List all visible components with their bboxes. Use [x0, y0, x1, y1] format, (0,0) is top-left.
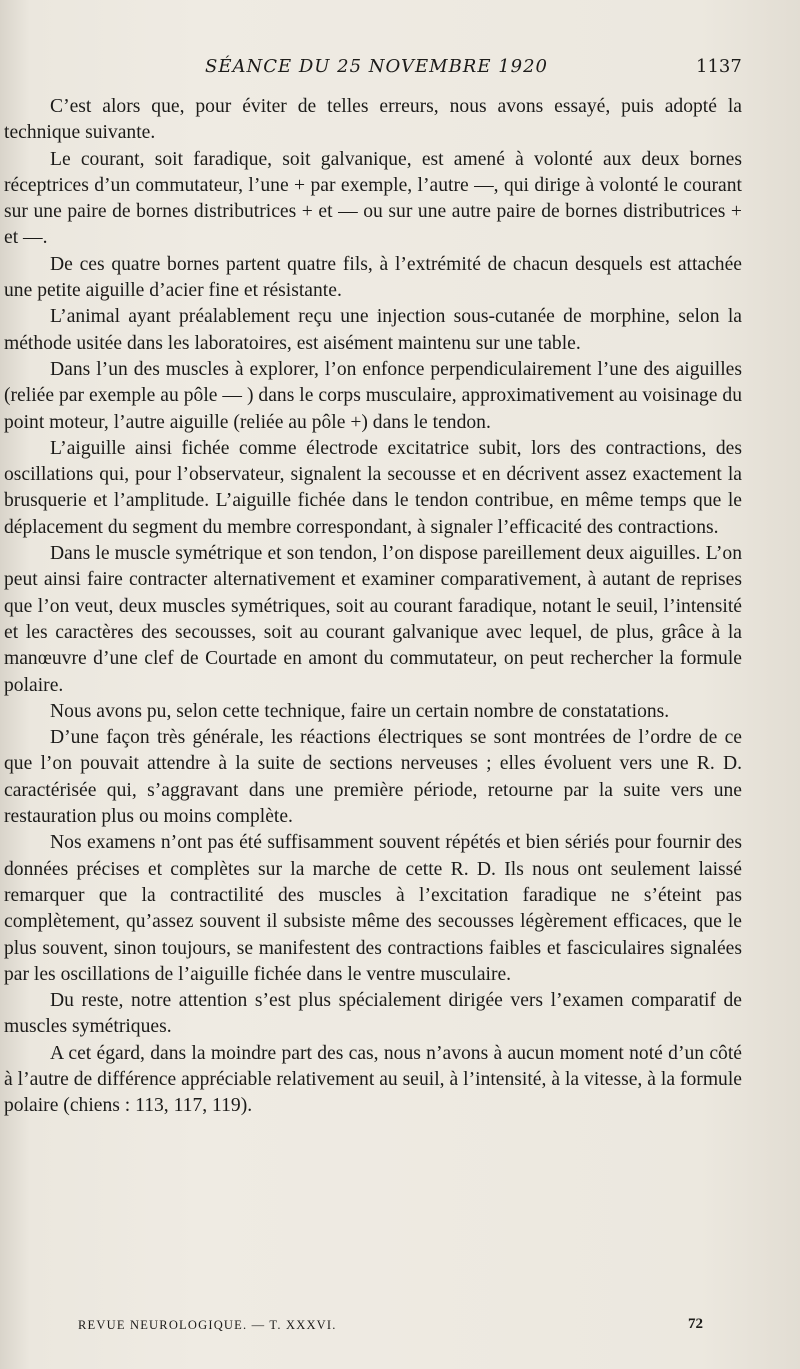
paragraph: Du reste, notre attention s’est plus spécialement dirigée vers l’examen comparatif de muscles symétriques. [4, 990, 742, 1038]
paragraph: A cet égard, dans la moindre part des cas, nous n’avons à aucun moment noté d’un côté à l’autre de différence appréciable relativement au seuil, à l’intensité, à la vitesse, à la formule polaire (chiens : 113, 117, 119). [4, 1042, 742, 1117]
paragraph: Nous avons pu, selon cette technique, faire un certain nombre de constatations. [50, 700, 670, 722]
paragraph: L’aiguille ainsi fichée comme électrode excitatrice subit, lors des contractions, des oscillations qui, pour l’observateur, signalent la secousse et en décrivent assez exactement la brusquerie et l’amplitude. L’aiguille fichée dans le tendon contribue, en même temps que le déplacement du segment du membre correspondant, à signaler l’efficacité des contractions. [4, 437, 742, 538]
paragraph: Le courant, soit faradique, soit galvanique, est amené à volonté aux deux bornes réceptrices d’un commutateur, l’une + par exemple, l’autre —, qui dirige à volonté le courant sur une paire de bornes distributrices + et — ou sur une autre paire de bornes distributrices + et —. [4, 148, 742, 249]
paragraph: C’est alors que, pour éviter de telles erreurs, nous avons essayé, puis adopté la technique suivante. [4, 96, 742, 144]
paragraph: Dans l’un des muscles à explorer, l’on enfonce perpendiculairement l’une des aiguilles (reliée par exemple au pôle — ) dans le corps musculaire, approximativement au voisinage du point moteur, l’autre aiguille (reliée au pôle +) dans le tendon. [4, 358, 742, 433]
page-footer [0, 1318, 800, 1342]
body-text [4, 94, 742, 1120]
paragraph: De ces quatre bornes partent quatre fils, à l’extrémité de chacun desquels est attachée une petite aiguille d’acier fine et résistante. [4, 253, 742, 302]
page-number: 1137 [696, 56, 742, 77]
paragraph: L’animal ayant préalablement reçu une injection sous-cutanée de morphine, selon la méthode usitée dans les laboratoires, est aisément maintenu sur une table. [4, 306, 742, 354]
journal-title: REVUE NEUROLOGIQUE. — T. XXXVI. [78, 1318, 337, 1332]
signature-mark: 72 [688, 1316, 703, 1332]
page-header [0, 56, 800, 86]
paragraph: D’une façon très générale, les réactions électriques se sont montrées de l’ordre de ce que l’on pouvait attendre à la suite de sections nerveuses ; elles évoluent vers une R. D. caractérisée qui, s’aggravant dans une première période, retourne par la suite vers une restauration plus ou moins complète. [4, 727, 742, 828]
paragraph: Nos examens n’ont pas été suffisamment souvent répétés et bien sériés pour fournir des données précises et complètes sur la marche de cette R. D. Ils nous ont seulement laissé remarquer que la contractilité des muscles à l’excitation faradique ne s’éteint pas complètement, qu’assez souvent il subsiste même des secousses légèrement efficaces, que le plus souvent, sinon toujours, se manifestent des contractions faibles et fasciculaires signalées par les oscillations de l’aiguille fichée dans le ventre musculaire. [4, 832, 742, 985]
paragraph: Dans le muscle symétrique et son tendon, l’on dispose pareillement deux aiguilles. L’on peut ainsi faire contracter alternativement et examiner comparativement, à autant de reprises que l’on veut, deux muscles symétriques, soit au courant faradique, notant le seuil, l’intensité et les caractères des secousses, soit au courant galvanique avec lequel, de plus, grâce à la manœuvre d’une clef de Courtade en amont du commutateur, on peut rechercher la formule polaire. [4, 543, 742, 696]
running-title: SÉANCE DU 25 NOVEMBRE 1920 [205, 56, 549, 77]
